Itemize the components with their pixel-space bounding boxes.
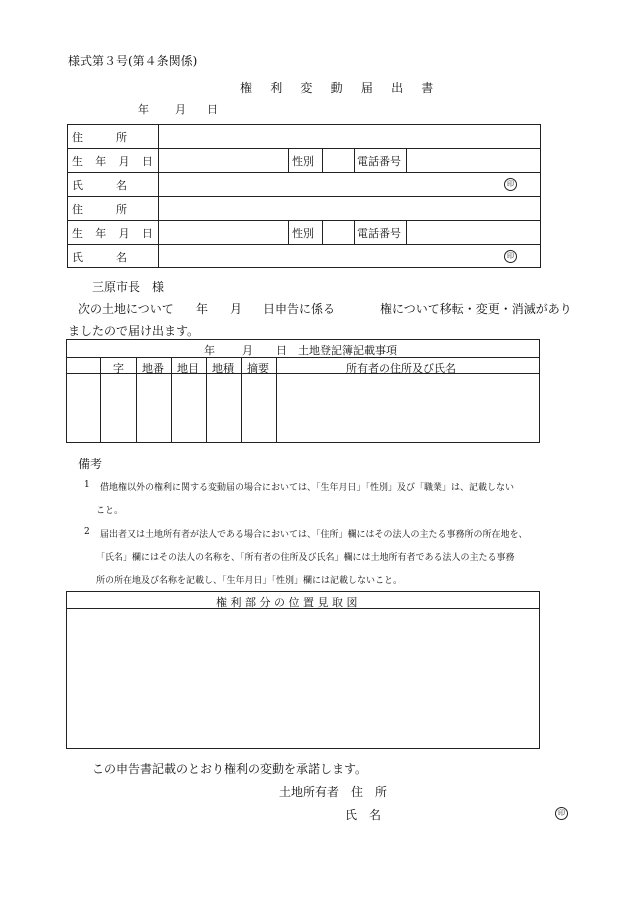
birthdate-input[interactable]: [160, 222, 286, 242]
column-header: 字: [113, 362, 124, 375]
note-text: 借地権以外の権利に関する変動届の場合においては、「生年月日」「性別」及び「職業」は、記載しない: [100, 483, 515, 493]
seal-icon: 印: [504, 178, 517, 191]
gender-input[interactable]: [324, 222, 352, 242]
body-text-line2: ましたので届け出ます。: [68, 324, 200, 338]
name-input[interactable]: [160, 246, 500, 266]
owner-address-input[interactable]: [396, 780, 556, 798]
note-text: こと。: [96, 506, 124, 516]
column-header: 摘要: [247, 362, 269, 375]
owner-address-label: 土地所有者 住 所: [279, 785, 388, 799]
location-map-box[interactable]: [66, 591, 540, 749]
address-input[interactable]: [160, 126, 538, 146]
address-label: 住 所: [72, 203, 127, 216]
seal-icon: 印: [504, 250, 517, 263]
column-header: 所有者の住所及び氏名: [346, 362, 456, 375]
owner-name-label: 氏 名: [345, 808, 382, 822]
column-header: 地番: [142, 362, 164, 375]
consent-text: この申告書記載のとおり権利の変動を承諾します。: [92, 762, 368, 776]
birthdate-input[interactable]: [160, 150, 286, 170]
body-month: 月: [230, 302, 243, 316]
gender-input[interactable]: [324, 150, 352, 170]
gender-label: 性別: [292, 155, 314, 168]
body-text-a: 次の土地について: [78, 302, 174, 316]
registry-header-year: 年: [204, 344, 215, 357]
note-number: 2: [84, 527, 90, 537]
note-text: 届出者又は土地所有者が法人である場合においては、「住所」欄にはその法人の主たる事務所の所在地を、: [100, 530, 528, 540]
registry-header-title: 日 土地登記簿記載事項: [276, 344, 397, 357]
name-input[interactable]: [160, 174, 500, 194]
address-input[interactable]: [160, 198, 538, 218]
name-label: 氏 名: [72, 179, 127, 192]
phone-label: 電話番号: [357, 227, 401, 240]
note-text: 「氏名」欄にはその法人の名称を、「所有者の住所及び氏名」欄には土地所有者である法人の主たる事務: [96, 553, 515, 563]
column-header: 地目: [177, 362, 199, 375]
note-number: 1: [84, 480, 90, 490]
map-box-title: 権 利 部 分 の 位 置 見 取 図: [216, 596, 358, 609]
notes-title: 備考: [78, 457, 103, 471]
page-title: 権 利 変 動 届 出 書: [240, 81, 441, 95]
phone-label: 電話番号: [357, 155, 401, 168]
registry-header-month: 月: [242, 344, 253, 357]
body-year: 年: [196, 302, 209, 316]
name-label: 氏 名: [72, 251, 127, 264]
date-day: 日: [207, 103, 218, 116]
body-text-b: 権について移転・変更・消滅があり: [380, 302, 572, 316]
gender-label: 性別: [292, 227, 314, 240]
note-text: 所の所在地及び名称を記載し、「生年月日」「性別」欄には記載しないこと。: [96, 576, 403, 586]
form-number: 様式第３号(第４条関係): [68, 54, 198, 68]
date-month: 月: [175, 103, 186, 116]
date-year: 年: [138, 103, 149, 116]
birthdate-label: 生 年 月 日: [72, 227, 158, 240]
phone-input[interactable]: [408, 222, 538, 242]
registry-row-input[interactable]: [67, 374, 539, 442]
seal-icon: 印: [555, 807, 568, 820]
phone-input[interactable]: [408, 150, 538, 170]
body-day: 日申告に係る: [263, 302, 336, 316]
addressee: 三原市長 様: [92, 280, 165, 294]
birthdate-label: 生 年 月 日: [72, 155, 158, 168]
owner-name-input[interactable]: [396, 803, 546, 821]
column-header: 地積: [212, 362, 234, 375]
address-label: 住 所: [72, 131, 127, 144]
